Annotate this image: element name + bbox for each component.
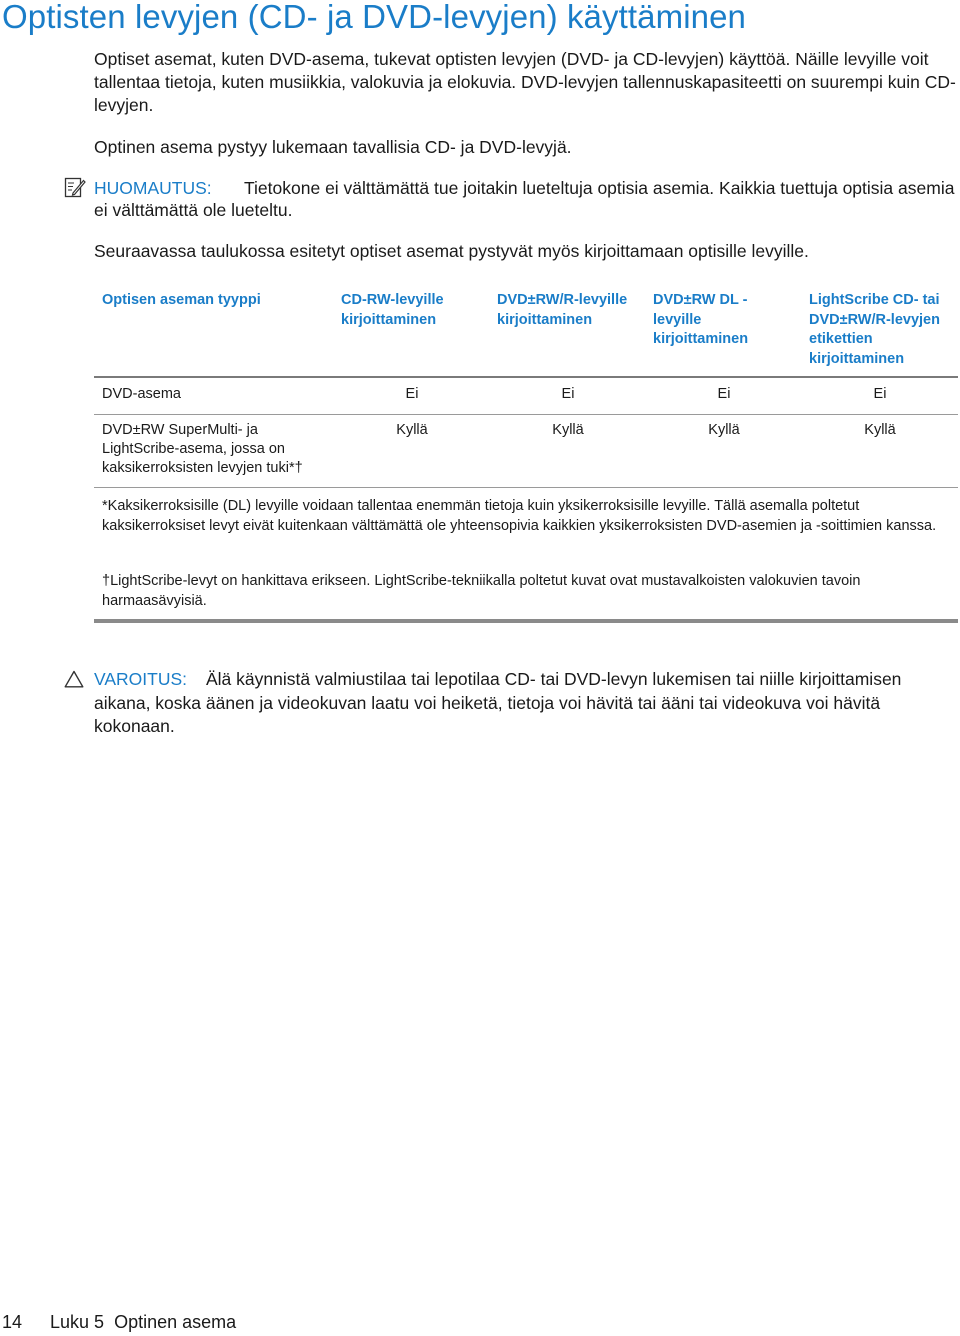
cell-cd-rw: Kyllä — [396, 422, 428, 438]
page-footer — [2, 1312, 236, 1333]
cell-dvd-rw-r: Kyllä — [552, 422, 584, 438]
optical-drive-table — [94, 282, 958, 609]
table-header-row — [94, 282, 958, 378]
cell-dvd-rw-r: Ei — [561, 386, 575, 402]
table-intro-paragraph: Seuraavassa taulukossa esitetyt optiset asemat pystyvät myös kirjoittamaan optisille levyille. — [94, 241, 809, 261]
warning-block — [94, 668, 924, 739]
intro-paragraph: Optiset asemat, kuten DVD-asema, tukevat optisten levyjen (DVD- ja CD-levyjen) käyttöä. Näille levyille voit tallentaa tietoja, kuten musiikkia, valokuvia ja elokuvia. DVD-levyjen tallennuskapasiteetti on suurempi kuin CD-levyjen. — [94, 49, 956, 115]
cell-drive-type: DVD±RW SuperMulti- ja LightScribe-asema, jossa on kaksikerroksisten levyjen tuki*† — [102, 422, 303, 476]
cell-lightscribe: Kyllä — [864, 422, 896, 438]
header-drive-type: Optisen aseman tyyppi — [102, 292, 261, 308]
table-row — [94, 415, 958, 488]
header-dvd-dl: DVD±RW DL -levyille kirjoittaminen — [653, 292, 749, 347]
warning-label: VAROITUS: — [94, 669, 188, 689]
page-number: 14 — [2, 1312, 23, 1332]
cell-drive-type: DVD-asema — [102, 386, 181, 402]
footnote-lightscribe: †LightScribe-levyt on hankittava erikseen. LightScribe-tekniikalla poltetut kuvat ovat mustavalkoisten valokuvien tavoin harmaasävyisiä. — [102, 573, 861, 609]
cell-cd-rw: Ei — [405, 386, 419, 402]
cell-dvd-dl: Ei — [717, 386, 731, 402]
table-row — [94, 378, 958, 415]
table-bottom-rule — [94, 619, 958, 623]
cell-dvd-dl: Kyllä — [708, 422, 740, 438]
footnote-dual-layer: *Kaksikerroksisille (DL) levyille voidaan tallentaa enemmän tietoja kuin yksikerroksisille levyille. Tällä asemalla poltetut kaksikerroksiset levyt eivät kuitenkaan välttämättä ole yhteensopivia kaikkien yksikerroksisten DVD-asemien ja -soittimien kanssa. — [102, 498, 937, 534]
header-dvd-rw-r: DVD±RW/R-levyille kirjoittaminen — [497, 292, 628, 328]
footer-chapter-title: Optinen asema — [114, 1312, 237, 1332]
page-title: Optisten levyjen (CD- ja DVD-levyjen) käyttäminen — [2, 0, 746, 35]
warning-text: Älä käynnistä valmiustilaa tai lepotilaa CD- tai DVD-levyn lukemisen tai niille kirjoittamisen aikana, koska äänen ja videokuvan laatu voi heiketä, tietoja voi hävitä tai ääni tai videokuva voi hävitä kokonaan. — [94, 669, 902, 736]
note-label: HUOMAUTUS: — [94, 178, 212, 198]
header-lightscribe: LightScribe CD- tai DVD±RW/R-levyjen etikettien kirjoittaminen — [809, 292, 940, 367]
caution-triangle-icon — [64, 670, 84, 688]
note-text: Tietokone ei välttämättä tue joitakin lueteltuja optisia asemia. Kaikkia tuettuja optisia asemia ei välttämättä ole lueteltu. — [94, 178, 955, 220]
note-pencil-icon — [64, 176, 86, 198]
header-cd-rw: CD-RW-levyille kirjoittaminen — [341, 292, 444, 328]
cell-lightscribe: Ei — [873, 386, 887, 402]
footer-chapter: Luku 5 — [50, 1312, 105, 1332]
note-block — [94, 177, 960, 221]
read-support-paragraph: Optinen asema pystyy lukemaan tavallisia CD- ja DVD-levyjä. — [94, 137, 572, 157]
